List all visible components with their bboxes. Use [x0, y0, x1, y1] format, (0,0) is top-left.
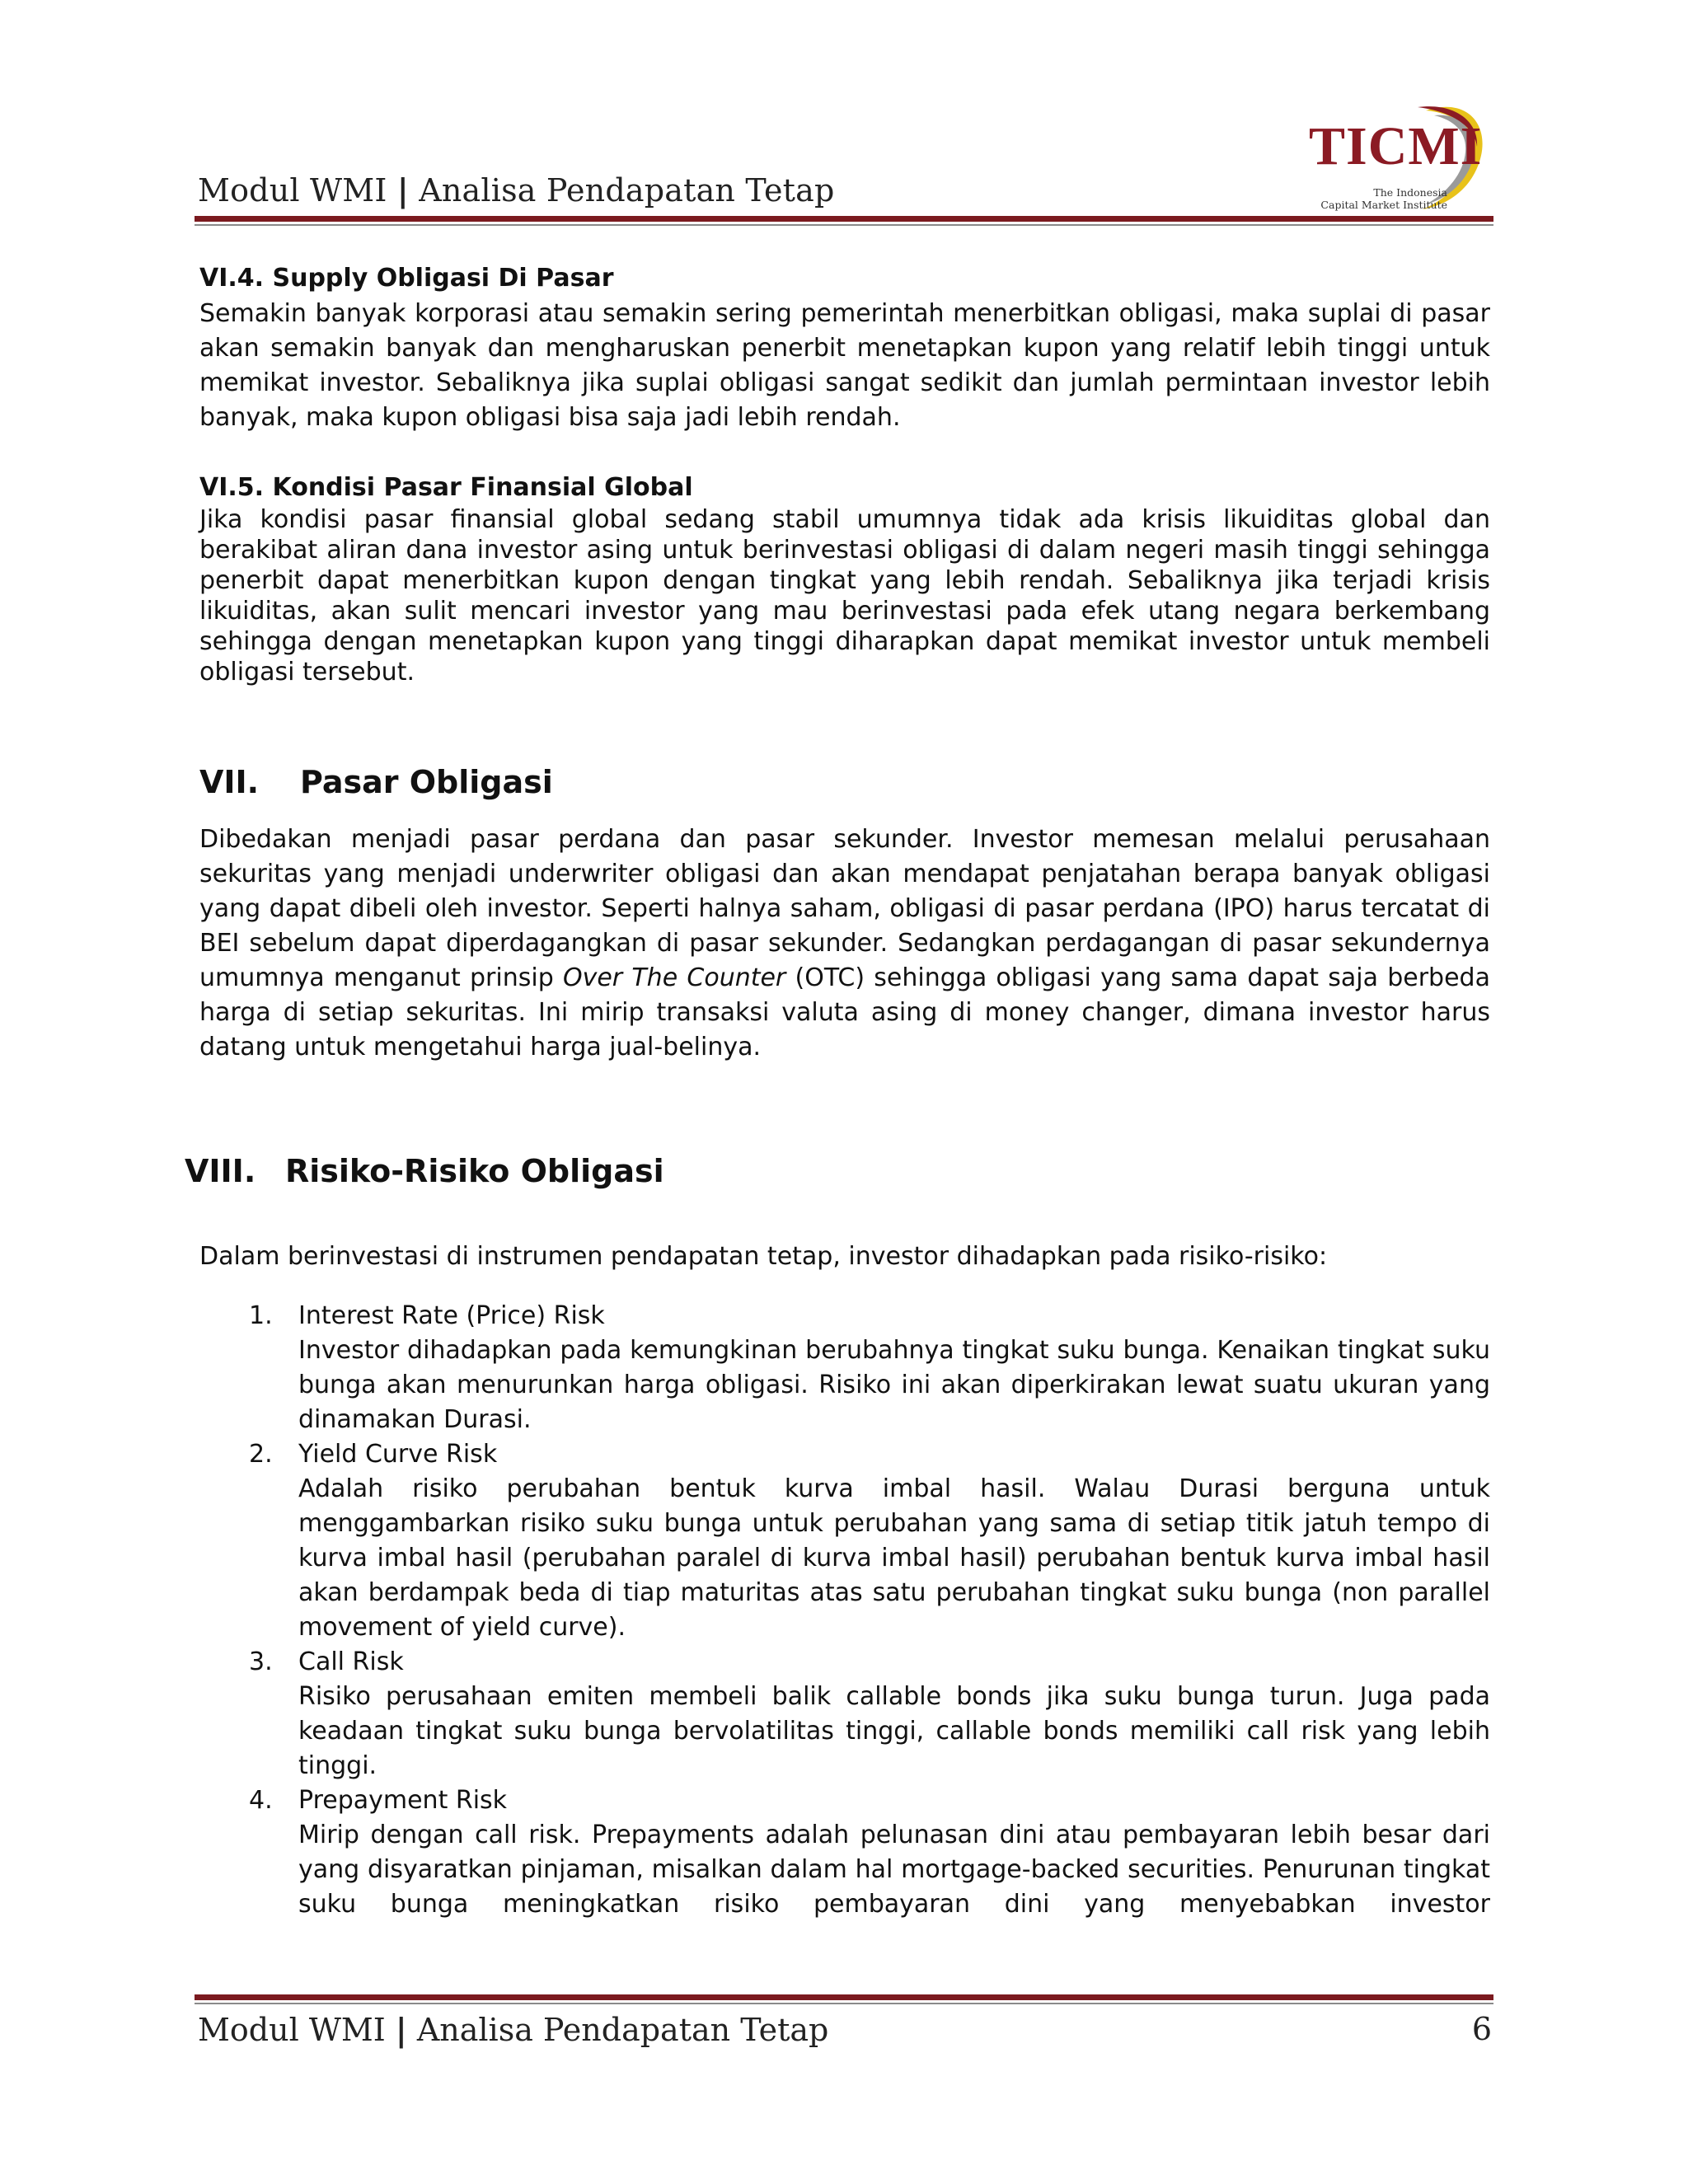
risk-description: Mirip dengan call risk. Prepayments adalah pelunasan dini atau pembayaran lebih besar dari yang disyaratkan pinjaman, misalkan dalam hal mortgage-backed securities. Penurunan tingkat suku bunga meningkatkan risiko pembayaran dini yang menyebabkan investor [298, 1821, 1490, 1919]
header-subject: Analisa Pendapatan Tetap [419, 172, 835, 209]
vii-text-italic: Over The Counter [562, 963, 786, 992]
risk-description: Adalah risiko perubahan bentuk kurva imbal hasil. Walau Durasi berguna untuk menggambarkan risiko suku bunga untuk perubahan yang sama di setiap titik jatuh tempo di kurva imbal hasil (perubahan paralel di kurva imbal hasil) perubahan bentuk kurva imbal hasil akan berdampak beda di tiap maturitas atas satu perubahan tingkat suku bunga (non parallel movement of yield curve). [298, 1474, 1490, 1642]
section-number-vii: VII. [199, 764, 260, 800]
vii-text-part1: Dibedakan menjadi pasar perdana dan pasar sekunder. Investor memesan melalui perusahaan sekuritas yang menjadi underwriter obligasi dan akan mendapat penjatahan berapa banyak obligasi yang dapat dibeli oleh investor. Seperti halnya saham, obligasi di pasar perdana (IPO) harus tercatat di BEI sebelum dapat diperdagangkan di pasar sekunder. Sedangkan perdagangan di pasar sekundernya umumnya menganut prinsip [199, 825, 1490, 992]
subsection-heading-vi4: VI.4. Supply Obligasi Di Pasar [199, 264, 614, 293]
risk-title: Prepayment Risk [298, 1786, 508, 1815]
risk-number: 4. [249, 1786, 273, 1815]
header-rule [195, 216, 1493, 226]
footer-separator: | [395, 2011, 407, 2048]
header-rule-thin [195, 224, 1493, 226]
risk-description: Risiko perusahaan emiten membeli balik callable bonds jika suku bunga turun. Juga pada keadaan tingkat suku bunga bervolatilitas tinggi, callable bonds memiliki call risk yang lebih tinggi. [298, 1682, 1490, 1780]
footer-rule-thick [195, 1994, 1493, 2000]
section-heading-viii [185, 1151, 1490, 1192]
risk-number: 3. [249, 1647, 273, 1676]
list-item [199, 1645, 1490, 1783]
risk-number: 1. [249, 1301, 273, 1330]
footer-rule-thin [195, 2003, 1493, 2004]
logo-subtitle-line2: Capital Market Institute [1320, 199, 1447, 211]
footer-module: Modul WMI [198, 2012, 386, 2048]
risk-title: Interest Rate (Price) Risk [298, 1301, 605, 1330]
header-module: Modul WMI [198, 172, 387, 209]
section-title-viii: Risiko-Risiko Obligasi [285, 1153, 664, 1189]
list-item [199, 1783, 1490, 1922]
footer-title [198, 2011, 828, 2048]
section-text-vii [199, 823, 1490, 1065]
footer-rule [195, 1994, 1493, 2004]
section-heading-vii [199, 762, 1490, 803]
subsection-heading-vi5: VI.5. Kondisi Pasar Finansial Global [199, 473, 693, 502]
header-rule-thick [195, 216, 1493, 222]
section-number-viii: VIII. [185, 1153, 256, 1189]
subsection-text-vi5: Jika kondisi pasar finansial global sedang stabil umumnya tidak ada krisis likuiditas global dan berakibat aliran dana investor asing untuk berinvestasi obligasi di dalam negeri masih tinggi sehingga penerbit dapat menerbitkan kupon dengan tingkat yang lebih rendah. Sebaliknya jika terjadi krisis likuiditas, akan sulit mencari investor yang mau berinvestasi pada efek utang negara berkembang sehingga dengan menetapkan kupon yang tinggi diharapkan dapat memikat investor untuk membeli obligasi tersebut. [199, 505, 1490, 687]
header-title [198, 171, 835, 209]
logo-wordmark: TICMI [1309, 116, 1483, 176]
section-title-vii: Pasar Obligasi [300, 764, 553, 800]
risk-list [199, 1299, 1490, 1922]
risk-description: Investor dihadapkan pada kemungkinan berubahnya tingkat suku bunga. Kenaikan tingkat suku bunga akan menurunkan harga obligasi. Risiko ini akan diperkirakan lewat suatu ukuran yang dinamakan Durasi. [298, 1336, 1490, 1434]
page-number: 6 [1471, 2011, 1492, 2047]
risk-title: Call Risk [298, 1647, 404, 1676]
risk-title: Yield Curve Risk [298, 1440, 498, 1469]
header-separator: | [396, 171, 409, 209]
list-item [199, 1299, 1490, 1437]
list-item [199, 1437, 1490, 1645]
ticmi-logo [1302, 97, 1492, 213]
main-content [185, 262, 1490, 1922]
logo-subtitle-line1: The Indonesia [1373, 186, 1447, 199]
subsection-text-vi4: Semakin banyak korporasi atau semakin sering pemerintah menerbitkan obligasi, maka suplai di pasar akan semakin banyak dan mengharuskan penerbit menetapkan kupon yang relatif lebih tinggi untuk memikat investor. Sebaliknya jika suplai obligasi sangat sedikit dan jumlah permintaan investor lebih banyak, maka kupon obligasi bisa saja jadi lebih rendah. [199, 299, 1490, 432]
vii-text-part2: (OTC) sehingga obligasi yang sama dapat saja berbeda harga di setiap sekuritas. Ini mirip transaksi valuta asing di money changer, dimana investor harus datang untuk mengetahui harga jual-belinya. [199, 963, 1490, 1062]
risk-number: 2. [249, 1440, 273, 1469]
section-intro-viii: Dalam berinvestasi di instrumen pendapatan tetap, investor dihadapkan pada risiko-risiko: [199, 1242, 1328, 1271]
footer-subject: Analisa Pendapatan Tetap [416, 2012, 829, 2048]
